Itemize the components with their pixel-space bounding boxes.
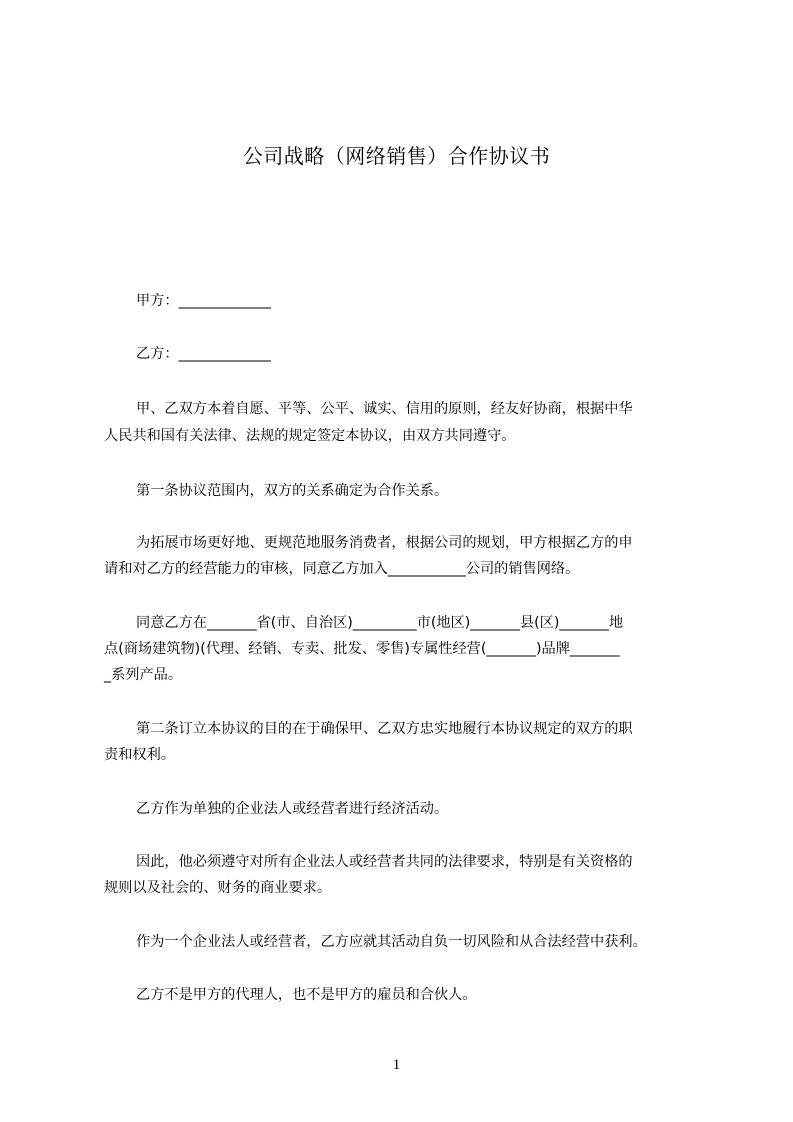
page-number: 1 bbox=[392, 1057, 401, 1073]
risk-line: 作为一个企业法人或经营者，乙方应就其活动自负一切风险和从合法经营中获利。 bbox=[136, 934, 647, 950]
join-line-1: 为拓展市场更好地、更规范地服务消费者，根据公司的规划，甲方根据乙方的申 bbox=[136, 535, 633, 551]
comply-line-2: 规则以及社会的、财务的商业要求。 bbox=[104, 880, 332, 896]
not-agent-line: 乙方不是甲方的代理人，也不是甲方的雇员和合伙人。 bbox=[136, 987, 477, 1003]
article-2-line-1: 第二条订立本协议的目的在于确保甲、乙双方忠实地履行本协议规定的双方的职 bbox=[136, 721, 633, 737]
comply-line-1: 因此，他必须遵守对所有企业法人或经营者共同的法律要求，特别是有关资格的 bbox=[136, 854, 633, 870]
intro-line-2: 人民共和国有关法律、法规的规定签定本协议，由双方共同遵守。 bbox=[104, 428, 516, 444]
join-line-2: 请和对乙方的经营能力的审核，同意乙方加入___________公司的销售网络。 bbox=[104, 561, 580, 577]
document-title: 公司战略（网络销售）合作协议书 bbox=[242, 144, 551, 168]
article-1: 第一条协议范围内，双方的关系确定为合作关系。 bbox=[136, 483, 449, 499]
agree-line-2: 点(商场建筑物)(代理、经销、专卖、批发、零售)专属性经营(_______)品牌_______ bbox=[104, 641, 620, 657]
agree-line-1: 同意乙方在_______省(市、自治区)_________市(地区)_______县(区)_______地 bbox=[136, 615, 624, 631]
independent-line: 乙方作为单独的企业法人或经营者进行经济活动。 bbox=[136, 801, 449, 817]
article-2-line-2: 责和权利。 bbox=[104, 747, 175, 763]
agree-line-3: _系列产品。 bbox=[104, 667, 183, 683]
party-b-line: 乙方：_____________ bbox=[136, 346, 271, 362]
party-a-line: 甲方：_____________ bbox=[136, 293, 271, 309]
intro-line-1: 甲、乙双方本着自愿、平等、公平、诚实、信用的原则，经友好协商，根据中华 bbox=[136, 401, 633, 417]
